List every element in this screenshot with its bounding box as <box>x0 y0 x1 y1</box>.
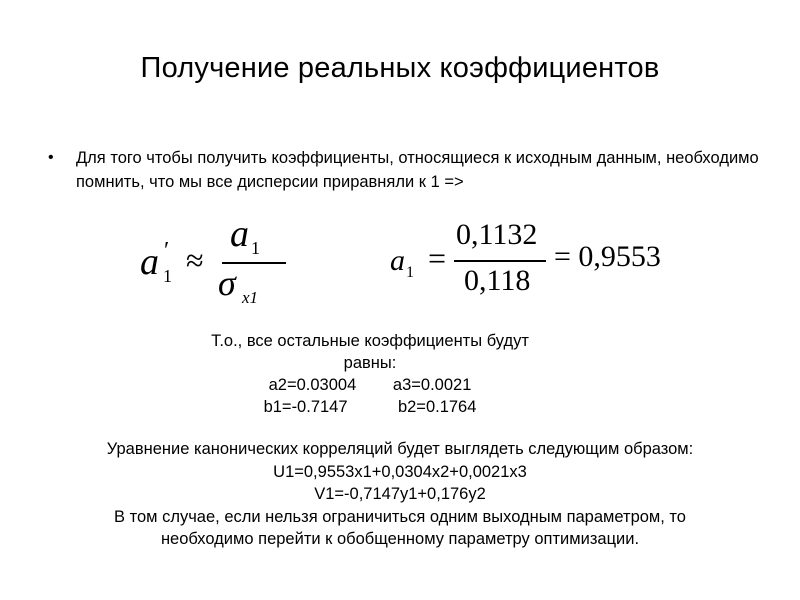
formula-numeric-result: = 0,9553 <box>554 240 661 273</box>
formula-numeric-lhs-subscript: 1 <box>406 264 414 281</box>
formula-general-approx: ≈ <box>186 242 204 278</box>
coefficients-note <box>170 330 570 418</box>
formula-numeric-denominator: 0,118 <box>464 264 531 297</box>
slide-title: Получение реальных коэффициентов <box>140 52 660 84</box>
bullet-marker: • <box>48 149 54 166</box>
formula-general-lhs-subscript: 1 <box>163 266 172 286</box>
conclusion-line-1: В том случае, если нельзя ограничиться одним выходным параметром, то <box>114 507 686 526</box>
formula-general <box>138 213 298 308</box>
formula-numeric-fraction-bar <box>454 260 546 262</box>
formula-numeric-equals: = <box>428 240 447 276</box>
formula-general-denominator-subscript: x1 <box>242 288 259 307</box>
note-line-2: равны: <box>343 354 397 372</box>
canonical-intro: Уравнение канонических корреляций будет выглядеть следующим образом: <box>106 440 694 458</box>
bullet-text: Для того чтобы получить коэффициенты, относящиеся к исходным данным, необходимо помнить, что мы все дисперсии приравняли к 1 => <box>76 149 759 191</box>
coefficients-row-a: a2=0.03004 a3=0.0021 <box>268 376 472 394</box>
note-line-1: Т.о., все остальные коэффициенты будут <box>211 332 529 350</box>
formula-general-numerator-subscript: 1 <box>251 238 260 258</box>
formula-general-numerator: a <box>230 213 249 255</box>
formula-general-denominator: σ <box>218 263 236 303</box>
formula-numeric-numerator: 0,1132 <box>456 218 538 251</box>
formula-numeric-lhs: a <box>390 244 405 277</box>
coefficients-row-b: b1=-0.7147 b2=0.1764 <box>263 398 477 416</box>
formula-numeric <box>388 218 678 308</box>
canonical-equations <box>0 438 800 551</box>
canonical-equation-u1: U1=0,9553x1+0,0304x2+0,0021x3 <box>273 462 527 481</box>
bullet-item <box>48 146 768 194</box>
formula-general-lhs: a <box>140 241 159 283</box>
formula-general-lhs-prime: ′ <box>164 238 170 264</box>
conclusion-line-2: необходимо перейти к обобщенному параметру оптимизации. <box>160 530 640 548</box>
canonical-equation-v1: V1=-0,7147y1+0,176y2 <box>314 485 486 503</box>
